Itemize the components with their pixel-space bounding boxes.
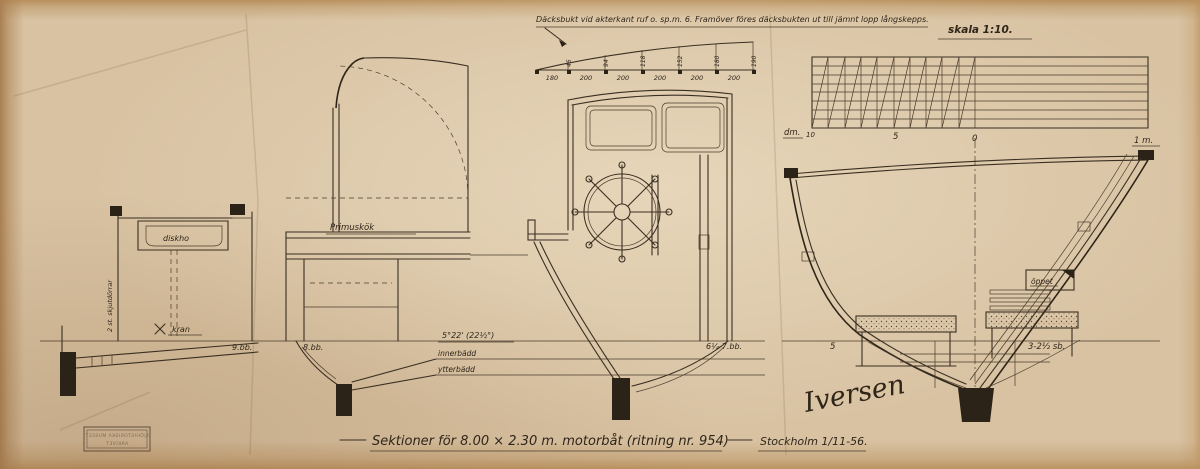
tap-label: kran — [172, 325, 190, 334]
stove-label: Primuskök — [330, 223, 375, 233]
scale-label: skala 1:10. — [948, 24, 1013, 36]
deck-camber-note-text: Däcksbukt vid akterkant ruf o. sp.m. 6. Framöver föres däcksbukten ut till jämnt lopp långskepps. — [536, 15, 929, 24]
frame-label-9: 9.bb. — [232, 343, 253, 352]
outer-bed-label: ytterbädd — [438, 365, 475, 374]
ruler-tick-0: 0 — [972, 134, 978, 144]
section-body-plan — [784, 138, 1154, 422]
scale-ruler — [783, 24, 1160, 146]
signature-text: Iversen — [801, 368, 908, 419]
drawing-title: Sektioner för 8.00 × 2.30 m. motorbåt (ritning nr. 954) — [372, 434, 729, 449]
camber-ordinate: 152 — [677, 55, 684, 67]
camber-ordinate: 118 — [640, 55, 647, 67]
berth-labels — [437, 331, 514, 374]
ruler-unit-left: dm. — [784, 128, 801, 138]
camber-ordinate: 45 — [566, 59, 573, 67]
inner-bed-label: innerbädd — [438, 349, 477, 358]
frame-label-3-2: 3-2½ sb. — [1028, 342, 1066, 352]
title-block — [340, 434, 868, 451]
camber-spacing: 200 — [653, 74, 667, 82]
frame-label-8: 8.bb. — [303, 343, 324, 352]
paper-creases — [14, 14, 786, 455]
section-galley-8 — [286, 58, 470, 416]
camber-ordinate: 180 — [714, 55, 721, 67]
steering-wheel — [572, 162, 672, 262]
bed-angle-label: 5°22' (22½°) — [442, 331, 495, 340]
camber-spacing: 200 — [579, 74, 593, 82]
open-hatch-label: öppet — [1031, 277, 1053, 286]
frame-label-5: 5 — [830, 342, 836, 352]
camber-spacing: 200 — [690, 74, 704, 82]
camber-spacing: 180 — [545, 74, 559, 82]
stamp-line-1: SJÖHISTORISKA MUSEET — [85, 434, 149, 439]
camber-ordinate: 190 — [751, 55, 758, 67]
stamp-line-2: ARKIVET — [105, 442, 129, 447]
ruler-tick-10: 10 — [806, 131, 815, 139]
camber-ordinate: 94 — [603, 59, 610, 67]
deck-camber-note — [536, 14, 929, 47]
sink-label: diskho — [163, 234, 190, 243]
sliding-doors-label: 2 st. skjutdörrar — [106, 280, 114, 332]
camber-spacing: 200 — [727, 74, 741, 82]
archive-stamp — [84, 427, 150, 451]
frame-label-6-7: 6¼-7.bb. — [706, 342, 743, 351]
place-date: Stockholm 1/11-56. — [760, 435, 868, 448]
camber-diagram — [535, 42, 758, 82]
section-aft-9 — [60, 204, 258, 396]
ruler-tick-5: 5 — [893, 132, 899, 142]
camber-spacing: 200 — [616, 74, 630, 82]
signature — [800, 369, 907, 419]
ruler-unit-right: 1 m. — [1134, 136, 1154, 146]
section-wheelhouse — [528, 90, 742, 420]
